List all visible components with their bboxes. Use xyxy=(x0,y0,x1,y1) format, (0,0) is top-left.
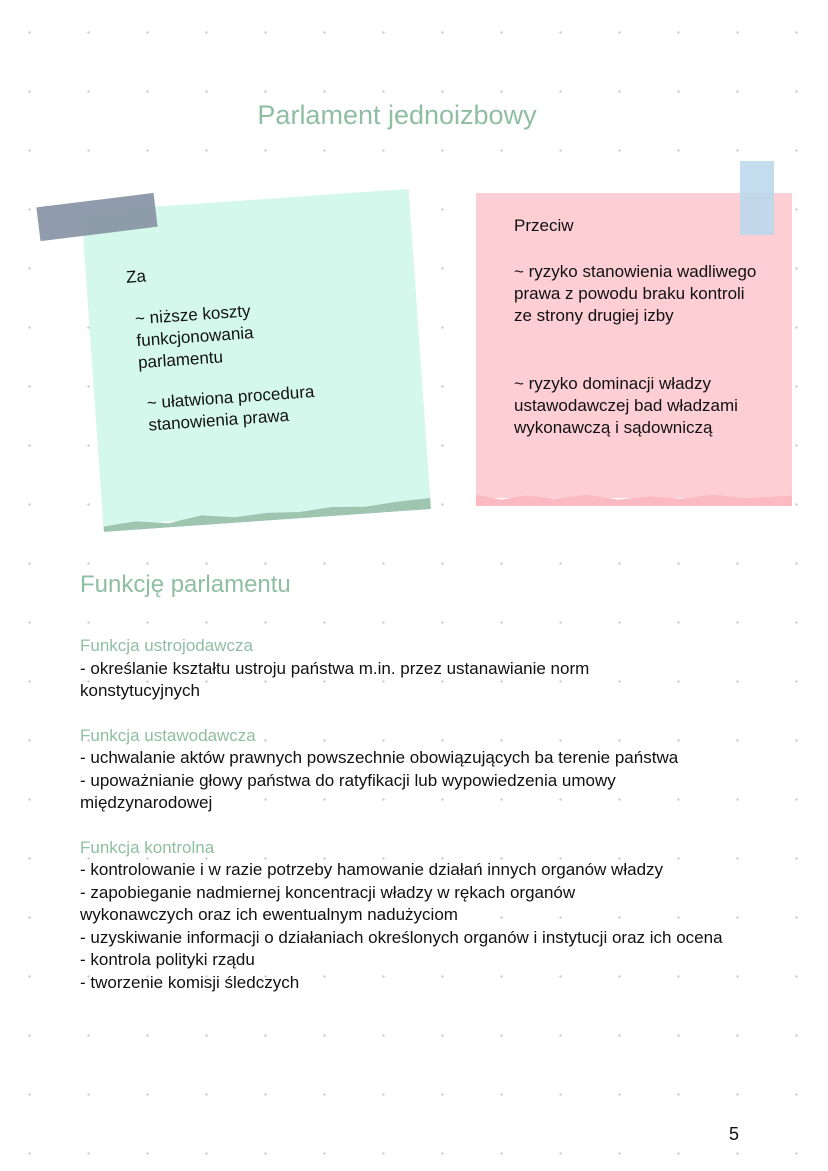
pros-note xyxy=(81,189,430,526)
function-title: Funkcja ustrojodawcza xyxy=(80,636,253,655)
function-section xyxy=(80,725,780,815)
function-line: - kontrolowanie i w razie potrzeby hamowanie działań innych organów władzy xyxy=(80,860,664,879)
torn-edge xyxy=(103,495,431,532)
function-line: - zapobieganie nadmiernej koncentracji władzy w rękach organów wykonawczych oraz ich ewentualnym nadużyciom xyxy=(80,882,576,924)
function-line: - tworzenie komisji śledczych xyxy=(80,972,300,992)
page-number: 5 xyxy=(729,1124,740,1144)
function-title: Funkcja ustawodawcza xyxy=(80,725,256,745)
function-line: - uzyskiwanie informacji o działaniach określonych organów i instytucji oraz ich ocena xyxy=(80,927,723,947)
function-line: - kontrola polityki rządu xyxy=(80,950,255,969)
cons-item: ~ ryzyko stanowienia wadliwego prawa z powodu braku kontroli ze strony drugiej izby xyxy=(514,262,757,325)
section-heading: Funkcję parlamentu xyxy=(80,571,291,598)
function-section xyxy=(80,635,780,703)
cons-note xyxy=(476,193,792,498)
pros-heading: Za xyxy=(125,266,147,287)
function-title: Funkcja kontrolna xyxy=(80,837,215,857)
function-section xyxy=(80,837,780,995)
pros-item: ~ niższe koszty funkcjonowania parlamentu xyxy=(134,301,255,373)
pros-item: ~ ułatwiona procedura stanowienia prawa xyxy=(146,382,315,435)
cons-heading: Przeciw xyxy=(514,216,574,235)
functions-list xyxy=(80,635,780,1016)
function-line: - uchwalanie aktów prawnych powszechnie obowiązujących ba terenie państwa xyxy=(80,748,679,767)
cons-item: ~ ryzyko dominacji władzy ustawodawczej bad władzami wykonawczą i sądowniczą xyxy=(514,374,738,437)
tape-decoration xyxy=(740,161,774,235)
page-title: Parlament jednoizbowy xyxy=(257,100,537,130)
torn-edge xyxy=(476,490,792,506)
function-line: - upoważnianie głowy państwa do ratyfikacji lub wypowiedzenia umowy międzynarodowej xyxy=(80,770,616,812)
function-line: - określanie kształtu ustroju państwa m.in. przez ustanawianie norm konstytucyjnych xyxy=(80,658,590,700)
